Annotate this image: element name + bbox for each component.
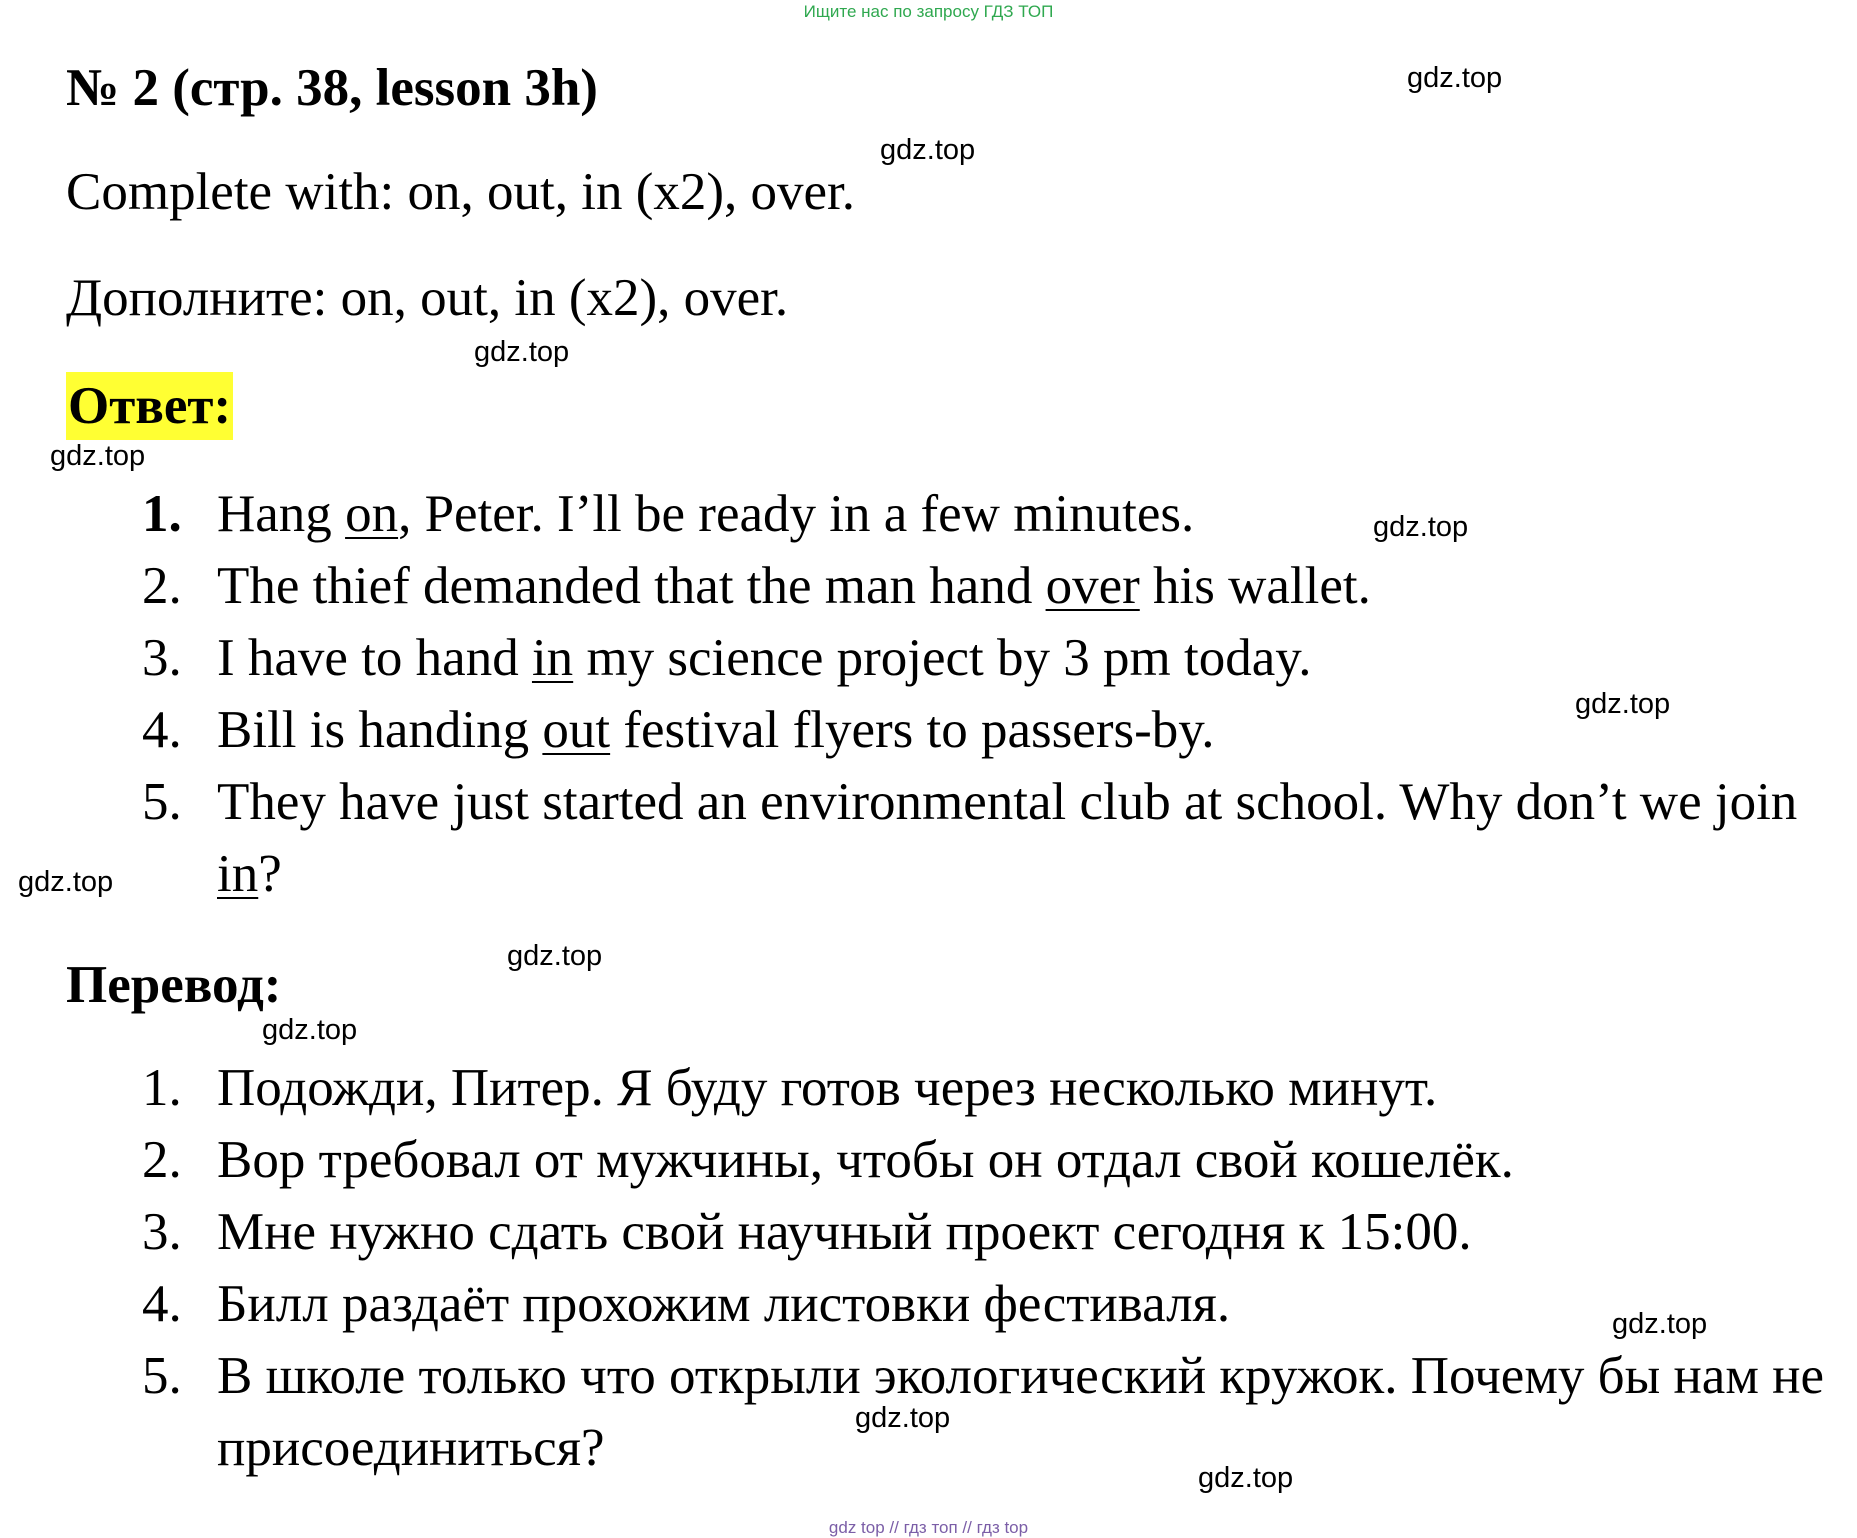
translation-text: Мне нужно сдать свой научный проект сегодня к 15:00. xyxy=(217,1203,1472,1261)
watermark: gdz.top xyxy=(474,336,570,368)
answer-text: The thief demanded that the man hand over his wallet. xyxy=(217,557,1371,615)
answer-number: 1. xyxy=(142,485,182,543)
answer-number: 3. xyxy=(142,629,182,687)
answer-word: out xyxy=(542,701,611,759)
translation-number: 5. xyxy=(142,1347,182,1405)
translation-number: 1. xyxy=(142,1059,182,1117)
answer-text: I have to hand in my science project by 3 pm today. xyxy=(217,629,1312,687)
watermark: gdz.top xyxy=(18,866,114,898)
answer-word: in xyxy=(531,629,574,687)
watermark: gdz.top xyxy=(262,1014,358,1046)
watermark: gdz.top xyxy=(1575,688,1671,720)
answer-text: They have just started an environmental club at school. Why don’t we join in? xyxy=(217,773,1798,903)
watermark: gdz.top xyxy=(1198,1462,1294,1494)
watermark: gdz.top xyxy=(50,440,146,472)
translation-text: Вор требовал от мужчины, чтобы он отдал свой кошелёк. xyxy=(217,1131,1514,1189)
watermark: gdz.top xyxy=(1373,511,1469,543)
answer-word: over xyxy=(1045,557,1140,615)
watermark: gdz.top xyxy=(1407,62,1503,94)
translation-text: Билл раздаёт прохожим листовки фестиваля. xyxy=(217,1275,1231,1333)
translation-text: Подожди, Питер. Я буду готов через несколько минут. xyxy=(217,1059,1438,1117)
watermark: gdz.top xyxy=(1612,1308,1708,1340)
top-banner: Ищите нас по запросу ГДЗ ТОП xyxy=(803,2,1054,21)
answer-number: 4. xyxy=(142,701,182,759)
watermark: gdz.top xyxy=(507,940,603,972)
answer-word: on xyxy=(345,485,399,543)
answer-number: 2. xyxy=(142,557,182,615)
page-title: № 2 (стр. 38, lesson 3h) xyxy=(66,59,598,117)
translation-heading: Перевод: xyxy=(66,956,282,1014)
answer-text: Bill is handing out festival flyers to passers-by. xyxy=(217,701,1215,759)
answer-number: 5. xyxy=(142,773,182,831)
instruction-english: Complete with: on, out, in (x2), over. xyxy=(66,163,856,221)
answer-heading: Ответ: xyxy=(66,372,233,440)
translation-number: 3. xyxy=(142,1203,182,1261)
translation-number: 2. xyxy=(142,1131,182,1189)
translation-text: В школе только что открыли экологический кружок. Почему бы нам не присоединиться? xyxy=(217,1347,1825,1477)
watermark: gdz.top xyxy=(880,134,976,166)
answer-text: Hang on, Peter. I’ll be ready in a few minutes. xyxy=(217,485,1195,543)
watermark: gdz.top xyxy=(855,1402,951,1434)
bottom-banner: gdz top // гдз топ // гдз top xyxy=(828,1518,1029,1537)
translation-number: 4. xyxy=(142,1275,182,1333)
answer-word: in xyxy=(217,845,259,903)
instruction-russian: Дополните: on, out, in (x2), over. xyxy=(66,269,789,327)
